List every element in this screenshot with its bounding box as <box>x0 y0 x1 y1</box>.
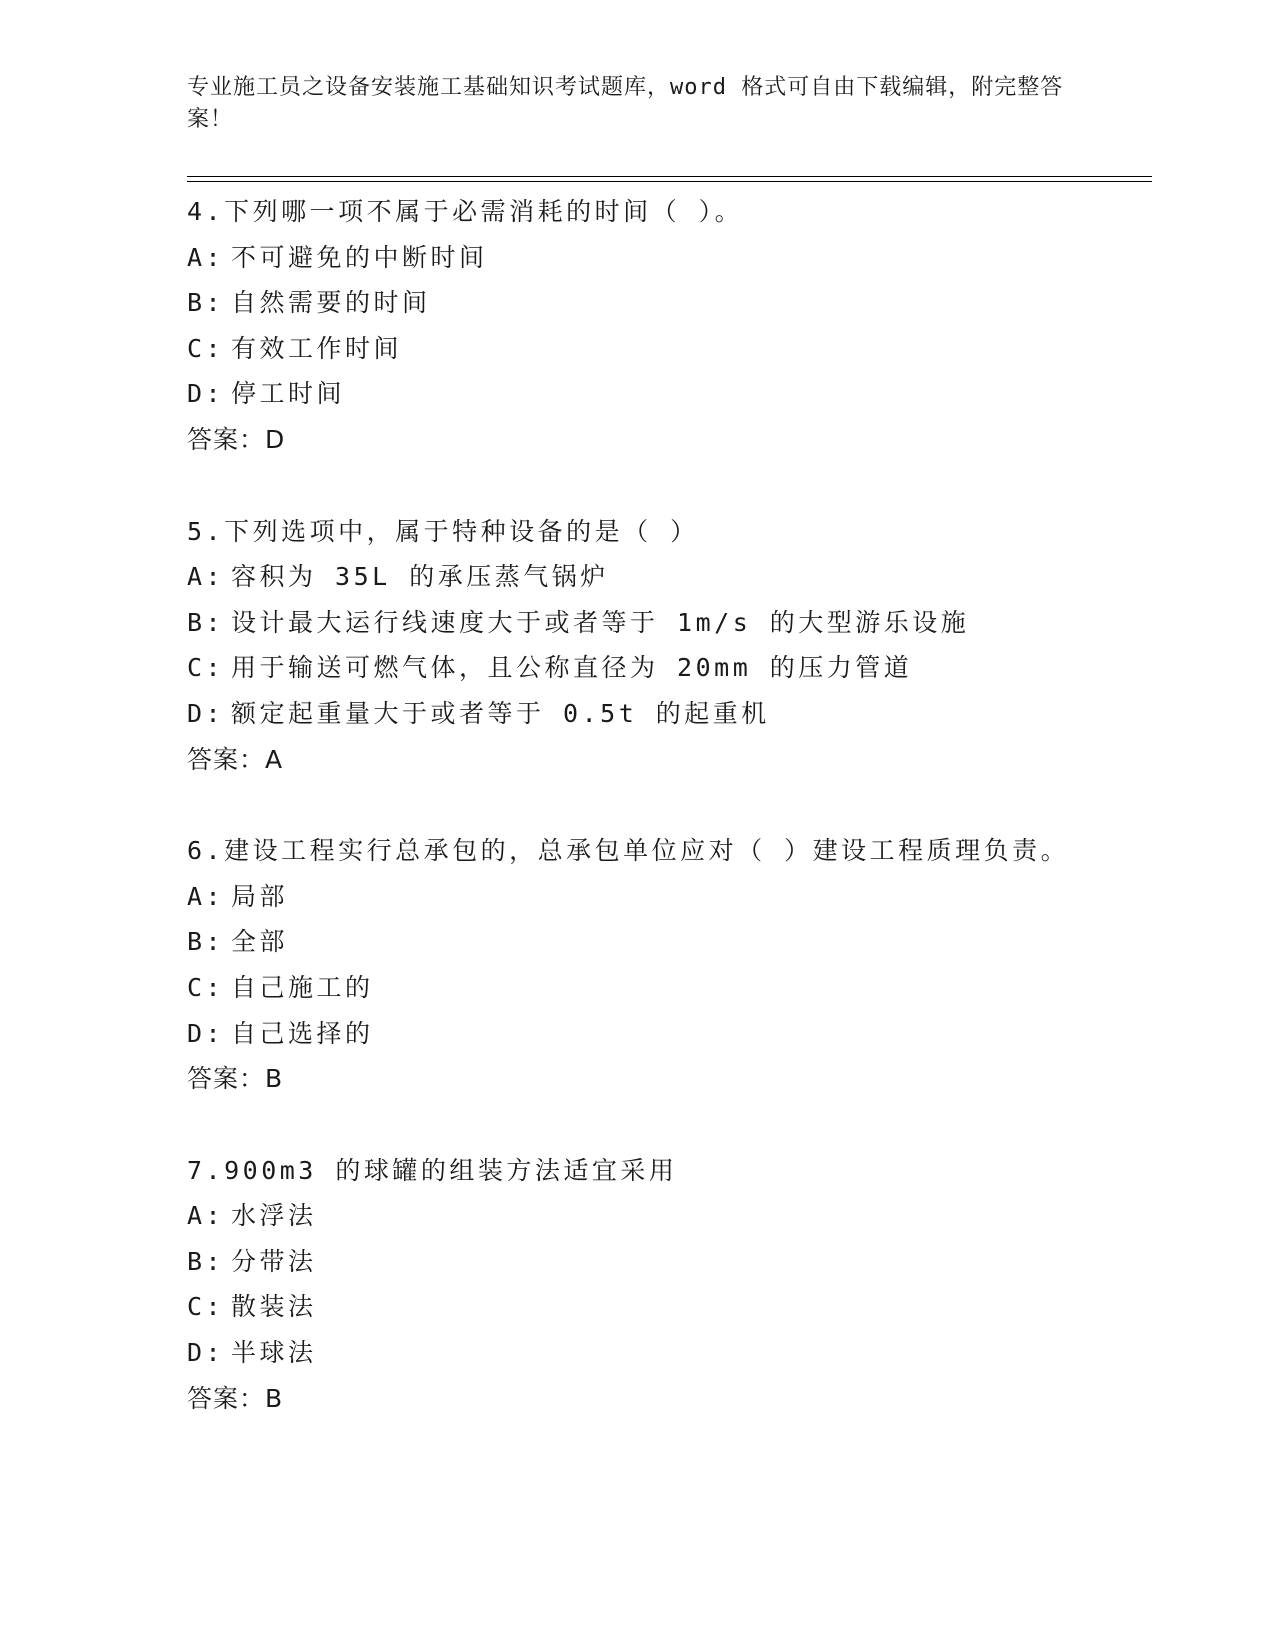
answer-prefix: 答案： <box>187 1064 266 1094</box>
option-text: 设计最大运行线速度大于或者等于 1m/s 的大型游乐设施 <box>231 607 970 637</box>
answer-value: B <box>265 1064 284 1094</box>
option-text: 有效工作时间 <box>231 333 403 363</box>
option-key: B: <box>187 288 225 318</box>
option-text: 不可避免的中断时间 <box>231 242 488 272</box>
option-text: 额定起重量大于或者等于 0.5t 的起重机 <box>231 698 770 728</box>
option-a <box>187 235 1152 281</box>
option-b <box>187 280 1152 326</box>
option-key: C: <box>187 333 225 363</box>
option-d <box>187 1330 1152 1376</box>
answer-line <box>187 1056 1152 1102</box>
option-text: 用于输送可燃气体，且公称直径为 20mm 的压力管道 <box>231 653 913 683</box>
question-item <box>187 828 1152 1102</box>
option-key: C: <box>187 972 225 1002</box>
question-stem: 6.建设工程实行总承包的，总承包单位应对（ ）建设工程质理负责。 <box>187 836 1070 866</box>
question-item <box>187 1148 1152 1422</box>
answer-prefix: 答案： <box>187 744 266 774</box>
answer-line <box>187 1376 1152 1422</box>
option-b <box>187 600 1152 646</box>
answer-value: A <box>265 744 284 774</box>
question-item <box>187 509 1152 783</box>
answer-line <box>187 417 1152 463</box>
answer-line <box>187 737 1152 783</box>
option-b <box>187 1239 1152 1285</box>
option-text: 半球法 <box>231 1338 317 1368</box>
option-d <box>187 1011 1152 1057</box>
option-text: 自然需要的时间 <box>231 288 431 318</box>
option-key: B: <box>187 927 225 957</box>
header-divider-top <box>187 176 1152 177</box>
option-text: 分带法 <box>231 1246 317 1276</box>
option-key: A: <box>187 1201 225 1231</box>
option-c <box>187 1284 1152 1330</box>
answer-prefix: 答案： <box>187 1383 266 1413</box>
option-text: 容积为 35L 的承压蒸气锅炉 <box>231 562 609 592</box>
option-text: 全部 <box>231 927 289 957</box>
option-key: C: <box>187 1292 225 1322</box>
option-text: 自己选择的 <box>231 1018 374 1048</box>
option-key: A: <box>187 242 225 272</box>
question-list <box>187 189 1152 1467</box>
option-c <box>187 965 1152 1011</box>
option-key: B: <box>187 1246 225 1276</box>
question-stem: 7.900m3 的球罐的组装方法适宜采用 <box>187 1155 678 1185</box>
answer-value: B <box>265 1383 284 1413</box>
answer-prefix: 答案： <box>187 424 266 454</box>
answer-value: D <box>265 424 286 454</box>
option-text: 局部 <box>231 881 289 911</box>
option-b <box>187 919 1152 965</box>
option-key: B: <box>187 607 225 637</box>
option-key: D: <box>187 698 225 728</box>
option-text: 散装法 <box>231 1292 317 1322</box>
option-c <box>187 326 1152 372</box>
option-key: C: <box>187 653 225 683</box>
option-key: D: <box>187 1338 225 1368</box>
question-stem: 5.下列选项中，属于特种设备的是（ ） <box>187 516 699 546</box>
option-a <box>187 554 1152 600</box>
option-d <box>187 371 1152 417</box>
option-key: D: <box>187 379 225 409</box>
question-item <box>187 189 1152 463</box>
document-header: 专业施工员之设备安装施工基础知识考试题库，word 格式可自由下载编辑，附完整答案！ <box>187 75 1064 132</box>
option-a <box>187 1193 1152 1239</box>
option-key: A: <box>187 881 225 911</box>
option-key: D: <box>187 1018 225 1048</box>
option-c <box>187 645 1152 691</box>
option-text: 自己施工的 <box>231 972 374 1002</box>
option-text: 水浮法 <box>231 1201 317 1231</box>
option-a <box>187 874 1152 920</box>
option-key: A: <box>187 562 225 592</box>
option-d <box>187 691 1152 737</box>
question-stem: 4.下列哪一项不属于必需消耗的时间（ ）。 <box>187 197 744 226</box>
header-divider-bottom <box>187 181 1152 182</box>
option-text: 停工时间 <box>231 379 346 409</box>
